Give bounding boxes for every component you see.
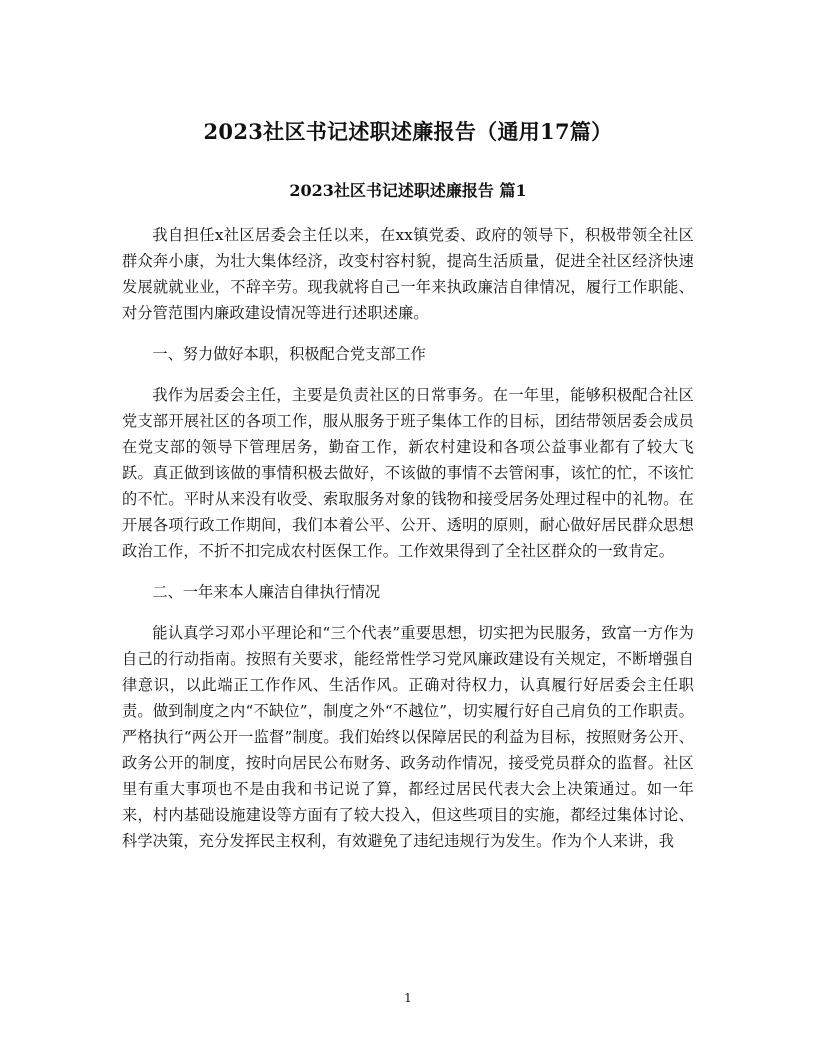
section-title: 2023社区书记述职述廉报告 篇1 xyxy=(289,181,527,200)
subsection-heading: 二、一年来本人廉洁自律执行情况 xyxy=(152,583,381,601)
page-number: 1 xyxy=(404,991,412,1005)
body-paragraph: 我自担任x社区居委会主任以来，在xx镇党委、政府的领导下，积极带领全社区群众奔小康，为壮大集体经济，改变村容村貌，提高生活质量，促进全社区经济快速发展就就业业，不辞辛劳。现我就将自己一年来执政廉洁自律情况，履行工作职能、对分管范围内廉政建设情况等进行述职述廉。 xyxy=(122,226,694,322)
body-paragraph: 能认真学习邓小平理论和“三个代表”重要思想，切实把为民服务，致富一方作为自己的行动指南。按照有关要求，能经常性学习党风廉政建设有关规定，不断增强自律意识，以此端正工作作风、生活作风。正确对待权力，认真履行好居委会主任职责。做到制度之内“不缺位”，制度之外“不越位”，切实履行好自己肩负的工作职责。严格执行“两公开一监督”制度。我们始终以保障居民的利益为目标，按照财务公开、政务公开的制度，按时向居民公布财务、政务动作情况，接受党员群众的监督。社区里有重大事项也不是由我和书记说了算，都经过居民代表大会上决策通过。如一年来，村内基础设施建设等方面有了较大投入，但这些项目的实施，都经过集体讨论、科学决策，充分发挥民主权利，有效避免了违纪违规行为发生。作为个人来讲，我 xyxy=(122,624,694,850)
body-paragraph: 我作为居委会主任，主要是负责社区的日常事务。在一年里，能够积极配合社区党支部开展社区的各项工作，服从服务于班子集体工作的目标，团结带领居委会成员在党支部的领导下管理居务，勤奋工作，新农村建设和各项公益事业都有了较大飞跃。真正做到该做的事情积极去做好，不该做的事情不去管闲事，该忙的忙，不该忙的不忙。平时从来没有收受、索取服务对象的钱物和接受居务处理过程中的礼物。在开展各项行政工作期间，我们本着公平、公开、透明的原则，耐心做好居民群众思想政治工作，不折不扣完成农村医保工作。工作效果得到了全社区群众的一致肯定。 xyxy=(122,386,694,560)
document-title: 2023社区书记述职述廉报告（通用17篇） xyxy=(203,119,613,144)
document-body xyxy=(122,222,694,869)
subsection-heading: 一、努力做好本职，积极配合党支部工作 xyxy=(152,345,426,363)
